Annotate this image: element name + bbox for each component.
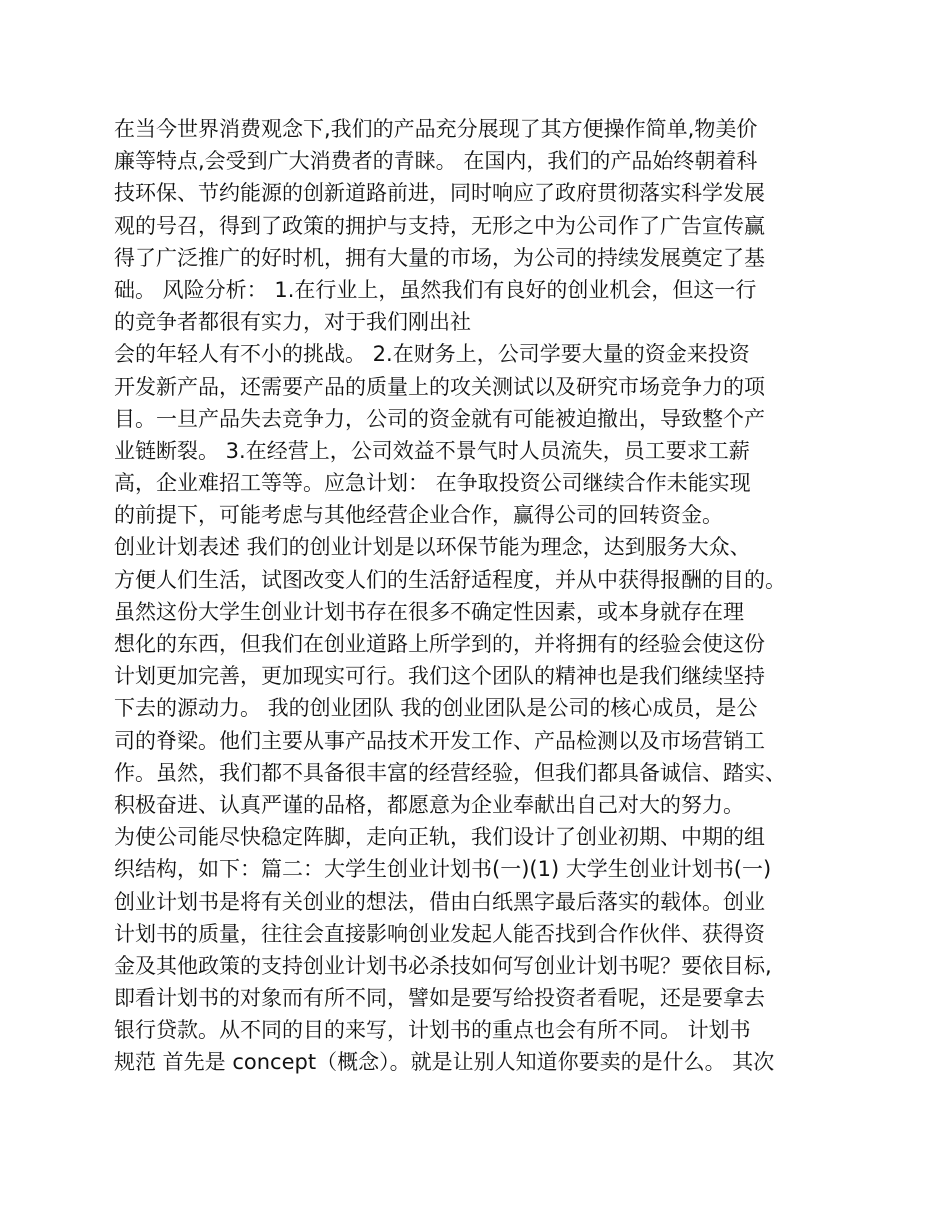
text-line [114,918,854,950]
text-line-content: 得了广泛推广的好时机，拥有大量的市场，为公司的持续发展奠定了基 [114,245,765,270]
text-line-content: 廉等特点,会受到广大消费者的青睐。 在国内，我们的产品始终朝着科 [114,149,758,174]
text-line [114,338,854,370]
text-line [114,950,854,982]
text-line [114,499,854,531]
text-line-content: 业链断裂。 3.在经营上，公司效益不景气时人员流失，员工要求工薪 [114,438,750,463]
text-line [114,531,854,563]
text-line [114,435,854,467]
text-line [114,371,854,403]
text-line [114,210,854,242]
text-line [114,757,854,789]
text-line [114,853,854,885]
text-line [114,1046,854,1078]
text-line-content: 下去的源动力。 我的创业团队 我的创业团队是公司的核心成员，是公 [114,696,758,721]
text-line-content: 计划更加完善，更加现实可行。我们这个团队的精神也是我们继续坚持 [114,664,765,689]
text-line [114,177,854,209]
text-line [114,596,854,628]
text-line [114,821,854,853]
text-line [114,403,854,435]
text-line-content: 目。一旦产品失去竞争力，公司的资金就有可能被迫撤出，导致整个产 [114,406,765,431]
text-line [114,789,854,821]
text-line-content: 金及其他政策的支持创业计划书必杀技如何写创业计划书呢？要依目标, [114,953,772,978]
text-line [114,467,854,499]
text-line [114,145,854,177]
text-line-content: 积极奋进、认真严谨的品格，都愿意为企业奉献出自己对大的努力。 [114,792,744,817]
text-line-content: 虽然这份大学生创业计划书存在很多不确定性因素，或本身就存在理 [114,599,744,624]
text-line-content: 在当今世界消费观念下,我们的产品充分展现了其方便操作简单,物美价 [114,117,758,141]
text-line [114,1014,854,1046]
text-line-content: 观的号召，得到了政策的拥护与支持，无形之中为公司作了广告宣传赢 [114,213,765,238]
text-line-content: 银行贷款。从不同的目的来写，计划书的重点也会有所不同。 计划书 [114,1018,751,1043]
text-line [114,628,854,660]
text-line [114,725,854,757]
text-line-content: 创业计划表述 我们的创业计划是以环保节能为理念，达到服务大众、 [114,535,751,560]
text-line-content: 计划书的质量，往往会直接影响创业发起人能否找到合作伙伴、获得资 [114,921,765,946]
text-line-content: 方便人们生活，试图改变人们的生活舒适程度，并从中获得报酬的目的。 [114,567,786,592]
text-line-content: 高，企业难招工等等。应急计划： 在争取投资公司继续合作未能实现 [114,471,751,496]
text-line [114,242,854,274]
text-line-content: 创业计划书是将有关创业的想法，借由白纸黑字最后落实的载体。创业 [114,889,765,914]
text-line-content: 织结构，如下：篇二：大学生创业计划书(一)(1) 大学生创业计划书(一) [114,857,772,882]
text-line-content: 技环保、节约能源的创新道路前进，同时响应了政府贯彻落实科学发展 [114,181,765,206]
body-text [114,113,854,1079]
text-line-content: 想化的东西，但我们在创业道路上所学到的，并将拥有的经验会使这份 [114,632,765,656]
text-line-content: 的前提下，可能考虑与其他经营企业合作，赢得公司的回转资金。 [114,503,723,528]
text-line [114,564,854,596]
text-line-content: 司的脊梁。他们主要从事产品技术开发工作、产品检测以及市场营销工 [114,728,765,753]
text-line-content: 为使公司能尽快稳定阵脚，走向正轨，我们设计了创业初期、中期的组 [114,825,765,850]
text-line [114,660,854,692]
text-line [114,692,854,724]
text-line [114,306,854,338]
text-line [114,982,854,1014]
text-line-content: 础。 风险分析： 1.在行业上，虽然我们有良好的创业机会，但这一行 [114,277,757,302]
text-line-content: 作。虽然，我们都不具备很丰富的经营经验，但我们都具备诚信、踏实、 [114,760,786,785]
text-line-content: 的竞争者都很有实力，对于我们刚出社 [114,310,471,335]
text-line [114,886,854,918]
text-line [114,274,854,306]
text-line-content: 规范 首先是 concept（概念）。就是让别人知道你要卖的是什么。 其次 [114,1050,775,1075]
text-line [114,113,854,145]
text-line-content: 开发新产品，还需要产品的质量上的攻关测试以及研究市场竞争力的项 [114,374,765,399]
text-line-content: 会的年轻人有不小的挑战。 2.在财务上，公司学要大量的资金来投资 [114,342,750,367]
text-line-content: 即看计划书的对象而有所不同，譬如是要写给投资者看呢，还是要拿去 [114,986,765,1011]
